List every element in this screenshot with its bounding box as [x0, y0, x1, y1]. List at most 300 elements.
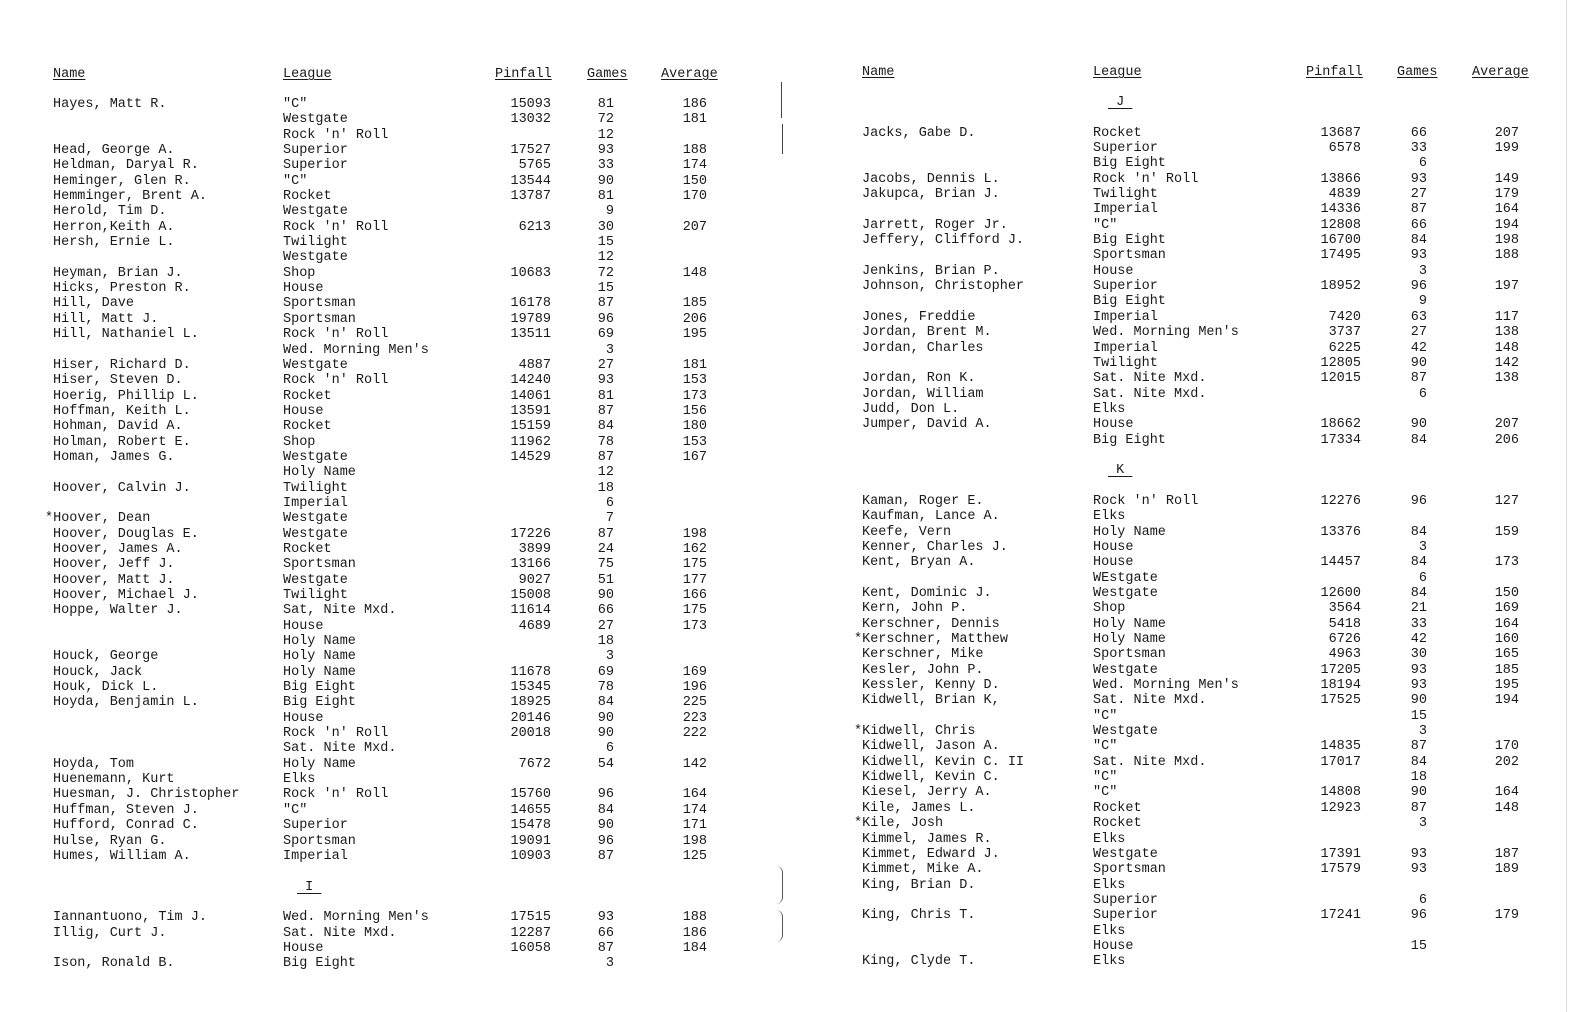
table-row	[0, 156, 1590, 174]
table-row	[0, 939, 1590, 954]
cell-league: Superior	[283, 143, 348, 159]
cell-league: Rock 'n' Roll	[283, 327, 389, 343]
cell-pinfall: 17495	[1320, 248, 1361, 264]
table-row	[0, 310, 1590, 325]
cell-pinfall: 12015	[1320, 371, 1361, 387]
cell-name: Head, George A.	[53, 143, 175, 159]
cell-pinfall: 12805	[1320, 355, 1361, 371]
cell-league: Big Eight	[283, 680, 356, 696]
cell-average: 162	[682, 541, 707, 557]
cell-games: 84	[597, 802, 614, 818]
cell-league: Sportsman	[1093, 248, 1166, 264]
cell-games: 66	[1410, 125, 1427, 141]
cell-average: 138	[1494, 325, 1519, 341]
table-row	[0, 202, 1590, 220]
cell-name: Kesler, John P.	[862, 662, 984, 678]
cell-average: 160	[1494, 632, 1519, 648]
table-row	[0, 126, 1590, 141]
cell-league: Twilight	[1093, 187, 1158, 203]
cell-league: Sportsman	[283, 833, 356, 849]
cell-name: Kimmet, Mike A.	[862, 862, 984, 878]
cell-name: Jones, Freddie	[862, 309, 976, 325]
right-table-body	[0, 95, 1590, 970]
table-row	[0, 816, 1590, 834]
cell-pinfall: 12287	[510, 925, 551, 941]
cell-league: Rocket	[283, 419, 332, 435]
table-row	[0, 878, 1590, 893]
cell-name: Hersh, Ernie L.	[53, 235, 175, 251]
cell-games: 15	[1410, 708, 1427, 724]
cell-games: 93	[597, 143, 614, 159]
cell-name: *Kidwell, Chris	[854, 724, 976, 740]
cell-pinfall: 6225	[1328, 340, 1361, 356]
cell-league: House	[283, 403, 324, 419]
table-row	[0, 371, 1590, 389]
cell-games: 90	[597, 818, 614, 834]
cell-average: 195	[1494, 678, 1519, 694]
cell-name: King, Chris T.	[862, 908, 976, 924]
cell-name: Jordan, Charles	[862, 340, 984, 356]
cell-league: House	[1093, 263, 1134, 279]
cell-games: 96	[597, 787, 614, 803]
cell-games: 93	[1410, 862, 1427, 878]
cell-league: Wed. Morning Men's	[1093, 325, 1239, 341]
cell-league: Sat. Nite Mxd.	[1093, 386, 1207, 402]
cell-name: Hoover, Matt J.	[53, 572, 175, 588]
table-row	[0, 525, 1590, 540]
cell-games: 84	[1410, 586, 1427, 601]
cell-games: 78	[597, 680, 614, 696]
cell-games: 90	[1410, 417, 1427, 433]
cell-games: 96	[1410, 493, 1427, 509]
cell-pinfall: 14835	[1320, 739, 1361, 755]
cell-pinfall: 13591	[510, 403, 551, 419]
cell-games: 7	[605, 511, 614, 527]
cell-games: 90	[597, 173, 614, 189]
cell-league: "C"	[283, 97, 308, 112]
cell-league: WEstgate	[1093, 570, 1158, 586]
table-row	[0, 601, 1590, 619]
cell-games: 93	[1410, 678, 1427, 694]
cell-name: Hoffman, Keith L.	[53, 403, 191, 419]
cell-games: 90	[1410, 693, 1427, 709]
cell-league: Imperial	[1093, 309, 1158, 325]
cell-league: Twilight	[283, 588, 348, 603]
cell-league: Superior	[1093, 892, 1158, 908]
cell-games: 15	[597, 281, 614, 297]
cell-average: 175	[682, 557, 707, 573]
cell-games: 9	[1418, 294, 1427, 310]
table-row	[0, 663, 1590, 678]
cell-league: House	[1093, 555, 1134, 571]
cell-pinfall: 6213	[518, 219, 551, 235]
cell-league: Westgate	[283, 357, 348, 373]
table-row	[0, 908, 1590, 926]
cell-league: Westgate	[1093, 846, 1158, 862]
cell-average: 186	[682, 97, 707, 112]
cell-average: 185	[682, 296, 707, 312]
cell-average: 148	[1494, 340, 1519, 356]
cell-games: 12	[597, 127, 614, 143]
cell-games: 30	[597, 219, 614, 235]
cell-average: 153	[682, 373, 707, 389]
cell-average: 138	[1494, 371, 1519, 387]
table-row	[0, 233, 1590, 251]
cell-league: Superior	[1093, 279, 1158, 295]
cell-league: Elks	[1093, 509, 1126, 525]
cell-games: 66	[597, 603, 614, 619]
table-row	[0, 509, 1590, 527]
cell-name: Herold, Tim D.	[53, 204, 167, 220]
table-row	[0, 739, 1590, 757]
cell-games: 81	[597, 189, 614, 205]
cell-games: 84	[597, 695, 614, 711]
binding-mark	[776, 866, 783, 904]
cell-average: 196	[682, 680, 707, 696]
cell-league: Rocket	[1093, 125, 1142, 141]
cell-pinfall: 17527	[510, 143, 551, 159]
cell-average: 174	[682, 158, 707, 174]
cell-name: Jumper, David A.	[862, 417, 992, 433]
cell-average: 156	[682, 403, 707, 419]
cell-games: 87	[597, 526, 614, 542]
table-row	[0, 141, 1590, 159]
table-row	[0, 356, 1590, 371]
cell-average: 207	[1494, 125, 1519, 141]
cell-games: 84	[597, 419, 614, 435]
cell-games: 72	[597, 265, 614, 281]
cell-league: Rocket	[283, 388, 332, 404]
cell-average: 170	[682, 189, 707, 205]
cell-name: Kern, John P.	[862, 601, 968, 617]
cell-games: 6	[1418, 570, 1427, 586]
cell-games: 63	[1410, 309, 1427, 325]
cell-league: House	[283, 618, 324, 634]
cell-games: 93	[1410, 662, 1427, 678]
cell-pinfall: 3737	[1328, 325, 1361, 341]
cell-games: 66	[1410, 217, 1427, 233]
cell-average: 173	[1494, 555, 1519, 571]
cell-pinfall: 15760	[510, 787, 551, 803]
cell-pinfall: 14240	[510, 373, 551, 389]
cell-games: 42	[1410, 340, 1427, 356]
cell-league: Imperial	[283, 495, 348, 511]
cell-name: Kent, Bryan A.	[862, 555, 976, 571]
cell-name: Hulse, Ryan G.	[53, 833, 167, 849]
cell-pinfall: 13511	[510, 327, 551, 343]
table-row	[0, 801, 1590, 816]
cell-league: Big Eight	[283, 956, 356, 972]
table-row	[0, 785, 1590, 803]
cell-average: 173	[682, 618, 707, 634]
table-row	[0, 862, 1590, 877]
cell-league: Westgate	[1093, 662, 1158, 678]
cell-average: 180	[682, 419, 707, 435]
cell-games: 6	[605, 741, 614, 757]
cell-games: 84	[1410, 555, 1427, 571]
cell-league: Big Eight	[283, 695, 356, 711]
cell-games: 87	[1410, 739, 1427, 755]
cell-average: 127	[1494, 493, 1519, 509]
cell-games: 6	[1418, 386, 1427, 402]
cell-pinfall: 14529	[510, 449, 551, 465]
cell-average: 207	[682, 219, 707, 235]
cell-games: 96	[597, 311, 614, 327]
cell-average: 175	[682, 603, 707, 619]
cell-name: Hoover, Calvin J.	[53, 480, 191, 496]
table-row	[0, 954, 1590, 972]
table-row	[0, 172, 1590, 187]
cell-pinfall: 17017	[1320, 754, 1361, 770]
table-row	[0, 678, 1590, 696]
cell-name: Jordan, Ron K.	[862, 371, 976, 387]
cell-pinfall: 4689	[518, 618, 551, 634]
cell-name: *Hoover, Dean	[45, 511, 151, 527]
table-row	[0, 847, 1590, 862]
cell-games: 81	[597, 388, 614, 404]
cell-average: 142	[682, 756, 707, 772]
cell-games: 18	[597, 634, 614, 650]
cell-average: 223	[682, 710, 707, 726]
cell-pinfall: 19789	[510, 311, 551, 327]
cell-league: "C"	[1093, 739, 1118, 755]
cell-average: 198	[682, 526, 707, 542]
cell-pinfall: 4887	[518, 357, 551, 373]
cell-pinfall: 12808	[1320, 217, 1361, 233]
section-letter-row	[0, 95, 1590, 110]
cell-name: Hoover, Jeff J.	[53, 557, 175, 573]
cell-average: 159	[1494, 524, 1519, 540]
cell-league: Holy Name	[283, 756, 356, 772]
cell-name: Hoover, James A.	[53, 541, 183, 557]
cell-pinfall: 13376	[1320, 524, 1361, 540]
cell-league: Imperial	[1093, 340, 1158, 356]
cell-league: Superior	[1093, 141, 1158, 157]
cell-games: 84	[1410, 432, 1427, 448]
cell-name: Illig, Curt J.	[53, 925, 167, 941]
cell-games: 81	[597, 97, 614, 112]
cell-league: Twilight	[283, 480, 348, 496]
cell-league: House	[283, 281, 324, 297]
cell-name: Ison, Ronald B.	[53, 956, 175, 972]
cell-pinfall: 18194	[1320, 678, 1361, 694]
cell-average: 222	[682, 726, 707, 742]
cell-games: 9	[605, 204, 614, 220]
cell-average: 150	[682, 173, 707, 189]
cell-average: 206	[1494, 432, 1519, 448]
table-row	[0, 555, 1590, 573]
cell-average: 179	[1494, 187, 1519, 203]
cell-average: 173	[682, 388, 707, 404]
cell-name: Jarrett, Roger Jr.	[862, 217, 1008, 233]
cell-league: Shop	[283, 265, 316, 281]
binding-mark	[776, 910, 783, 942]
section-letter-row	[0, 463, 1590, 481]
cell-games: 33	[1410, 616, 1427, 632]
cell-name: Hiser, Steven D.	[53, 373, 183, 389]
table-row	[0, 110, 1590, 128]
cell-league: Imperial	[283, 848, 348, 864]
cell-league: Westgate	[283, 526, 348, 542]
cell-name: Hill, Dave	[53, 296, 135, 312]
cell-name: Kent, Dominic J.	[862, 586, 992, 601]
cell-league: Holy Name	[283, 664, 356, 680]
cell-games: 87	[1410, 371, 1427, 387]
cell-pinfall: 17515	[510, 910, 551, 926]
cell-pinfall: 16058	[510, 940, 551, 956]
table-row	[0, 494, 1590, 509]
table-row	[0, 924, 1590, 939]
table-row	[0, 632, 1590, 650]
cell-average: 142	[1494, 355, 1519, 371]
cell-average: 164	[1494, 616, 1519, 632]
cell-league: Westgate	[283, 250, 348, 266]
cell-name: Huffman, Steven J.	[53, 802, 199, 818]
cell-pinfall: 20146	[510, 710, 551, 726]
cell-league: Elks	[1093, 401, 1126, 417]
cell-league: "C"	[1093, 770, 1118, 786]
cell-games: 90	[597, 588, 614, 603]
cell-pinfall: 11962	[510, 434, 551, 450]
table-row	[0, 571, 1590, 586]
table-row	[0, 709, 1590, 724]
cell-pinfall: 5418	[1328, 616, 1361, 632]
cell-name: Kiesel, Jerry A.	[862, 785, 992, 801]
cell-name: Hill, Nathaniel L.	[53, 327, 199, 343]
cell-games: 84	[1410, 233, 1427, 249]
cell-name: Kaman, Roger E.	[862, 493, 984, 509]
cell-games: 90	[1410, 355, 1427, 371]
cell-games: 3	[605, 342, 614, 358]
header-games: Games	[1397, 65, 1438, 80]
cell-games: 3	[605, 649, 614, 665]
cell-games: 93	[597, 373, 614, 389]
cell-pinfall: 17579	[1320, 862, 1361, 878]
cell-name: Houck, Jack	[53, 664, 143, 680]
table-row	[0, 294, 1590, 312]
cell-pinfall: 16700	[1320, 233, 1361, 249]
cell-league: House	[283, 710, 324, 726]
cell-pinfall: 19091	[510, 833, 551, 849]
table-row	[0, 433, 1590, 448]
header-pinfall: Pinfall	[1306, 65, 1363, 80]
table-row	[0, 218, 1590, 233]
cell-name: Heyman, Brian J.	[53, 265, 183, 281]
cell-average: 164	[1494, 202, 1519, 218]
cell-league: Superior	[283, 818, 348, 834]
table-row	[0, 417, 1590, 435]
cell-games: 33	[1410, 141, 1427, 157]
table-row	[0, 387, 1590, 402]
cell-games: 12	[597, 465, 614, 481]
cell-pinfall: 7420	[1328, 309, 1361, 325]
header-name: Name	[862, 65, 895, 80]
table-row	[0, 279, 1590, 297]
cell-games: 93	[1410, 171, 1427, 187]
cell-average: 149	[1494, 171, 1519, 187]
cell-league: Westgate	[283, 204, 348, 220]
cell-games: 87	[597, 940, 614, 956]
cell-pinfall: 15478	[510, 818, 551, 834]
table-row	[0, 770, 1590, 788]
cell-name: Houck, George	[53, 649, 159, 665]
cell-games: 51	[597, 572, 614, 588]
table-row	[0, 540, 1590, 555]
cell-pinfall: 14061	[510, 388, 551, 404]
cell-league: Holy Name	[283, 634, 356, 650]
cell-league: Sat. Nite Mxd.	[283, 925, 397, 941]
cell-name: Hoerig, Phillip L.	[53, 388, 199, 404]
cell-pinfall: 14457	[1320, 555, 1361, 571]
cell-pinfall: 10903	[510, 848, 551, 864]
cell-name: Iannantuono, Tim J.	[53, 910, 207, 926]
header-games: Games	[587, 67, 628, 82]
section-letter: K	[1108, 463, 1133, 479]
cell-pinfall: 18925	[510, 695, 551, 711]
cell-name: Johnson, Christopher	[862, 279, 1025, 295]
cell-league: Sat. Nite Mxd.	[1093, 693, 1207, 709]
cell-name: Kessler, Kenny D.	[862, 678, 1000, 694]
cell-pinfall: 14808	[1320, 785, 1361, 801]
cell-name: *Kerschner, Matthew	[854, 632, 1008, 648]
cell-average: 198	[682, 833, 707, 849]
cell-games: 3	[1418, 539, 1427, 555]
cell-average: 117	[1494, 309, 1519, 325]
header-league: League	[283, 67, 332, 82]
section-letter: J	[1108, 95, 1133, 110]
cell-name: King, Clyde T.	[862, 954, 976, 970]
cell-average: 197	[1494, 279, 1519, 295]
cell-league: Imperial	[1093, 202, 1158, 218]
cell-pinfall: 17226	[510, 526, 551, 542]
cell-games: 3	[1418, 816, 1427, 832]
table-row	[0, 402, 1590, 417]
section-letter: I	[297, 879, 322, 895]
cell-league: Rock 'n' Roll	[283, 726, 389, 742]
cell-average: 174	[682, 802, 707, 818]
cell-average: 198	[1494, 233, 1519, 249]
cell-name: Hicks, Preston R.	[53, 281, 191, 297]
cell-average: 184	[682, 940, 707, 956]
cell-name: Jordan, Brent M.	[862, 325, 992, 341]
cell-average: 225	[682, 695, 707, 711]
table-row	[0, 832, 1590, 847]
cell-games: 93	[1410, 846, 1427, 862]
table-row	[0, 893, 1590, 908]
cell-games: 90	[1410, 785, 1427, 801]
table-row	[0, 693, 1590, 711]
cell-name: Hemminger, Brent A.	[53, 189, 207, 205]
cell-games: 27	[1410, 187, 1427, 203]
cell-league: Westgate	[1093, 724, 1158, 740]
cell-pinfall: 12923	[1320, 800, 1361, 816]
cell-pinfall: 11614	[510, 603, 551, 619]
cell-league: Rocket	[1093, 800, 1142, 816]
cell-league: Rocket	[283, 541, 332, 557]
cell-games: 6	[1418, 892, 1427, 908]
cell-league: Sportsman	[283, 557, 356, 573]
cell-games: 87	[597, 449, 614, 465]
cell-average: 202	[1494, 754, 1519, 770]
cell-games: 15	[597, 235, 614, 251]
cell-games: 12	[597, 250, 614, 266]
cell-games: 69	[597, 327, 614, 343]
cell-average: 199	[1494, 141, 1519, 157]
cell-name: Houk, Dick L.	[53, 680, 159, 696]
cell-average: 206	[682, 311, 707, 327]
cell-games: 84	[1410, 524, 1427, 540]
cell-pinfall: 14655	[510, 802, 551, 818]
